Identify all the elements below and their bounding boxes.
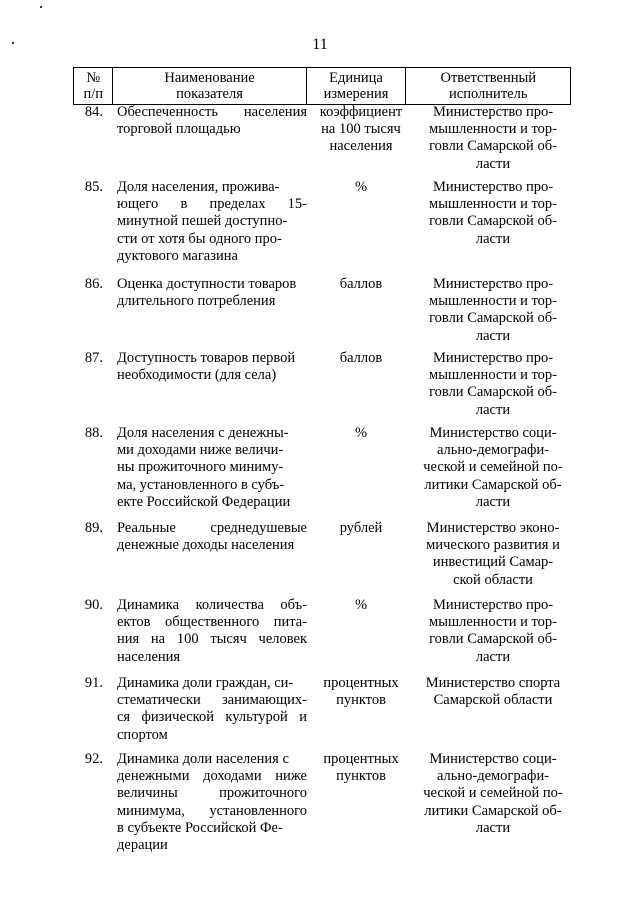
responsible-executor: Министерство про- мышленности и тор- говли Самарской об- ласти [429, 597, 557, 665]
indicator-name: Динамика количества объ- ектов общественного пита- ния на 100 тысяч человек населения [117, 597, 307, 665]
indicator-name: Реальные среднедушевые денежные доходы населения [117, 520, 307, 554]
responsible-executor: Министерство про- мышленности и тор- говли Самарской об- ласти [429, 179, 557, 247]
header-unit: Единица измерения [306, 68, 406, 105]
measurement-unit: рублей [339, 520, 383, 536]
responsible-executor: Министерство спорта Самарской области [425, 675, 561, 709]
responsible-executor: Министерство соци- ально-демографи- ческой и семейной по- литики Самарской об- ласти [423, 751, 563, 836]
header-num: № п/п [74, 68, 113, 105]
indicator-name: Доля населения с денежны- ми доходами ниже величи- ны прожиточного миниму- ма, установленного в субъ- екте Российской Федерации [117, 425, 291, 510]
measurement-unit: % [354, 425, 368, 441]
responsible-executor: Министерство про- мышленности и тор- говли Самарской об- ласти [429, 276, 557, 344]
scan-artifact [40, 6, 42, 8]
row-number: 92. [84, 751, 103, 767]
responsible-executor: Министерство соци- ально-демографи- ческой и семейной по- литики Самарской об- ласти [423, 425, 563, 510]
header-name: Наименование показателя [113, 68, 306, 105]
indicator-name: Оценка доступности товаров длительного потребления [117, 276, 297, 310]
measurement-unit: коэффициент на 100 тысяч населения [319, 104, 403, 155]
row-number: 89. [84, 520, 103, 536]
indicator-name: Доля населения, прожива- ющего в пределах 15- минутной пешей доступно- сти от хотя бы одного про- дуктового магазина [117, 179, 307, 264]
responsible-executor: Министерство про- мышленности и тор- говли Самарской об- ласти [429, 104, 557, 172]
measurement-unit: процентных пунктов [323, 751, 399, 785]
row-number: 84. [84, 104, 103, 120]
indicator-name: Доступность товаров первой необходимости (для села) [117, 350, 296, 384]
responsible-executor: Министерство про- мышленности и тор- говли Самарской об- ласти [429, 350, 557, 418]
measurement-unit: % [354, 597, 368, 613]
responsible-executor: Министерство эконо- мического развития и инвестиций Самар- ской области [426, 520, 560, 588]
table-header [73, 67, 571, 105]
header-executor: Ответственный исполнитель [406, 68, 571, 105]
row-number: 91. [84, 675, 103, 691]
row-number: 85. [84, 179, 103, 195]
indicator-name: Динамика доли граждан, си- стематически занимающих- ся физической культурой и спортом [117, 675, 307, 743]
indicator-name: Обеспеченность населения торговой площадью [117, 104, 307, 138]
row-number: 86. [84, 276, 103, 292]
row-number: 87. [84, 350, 103, 366]
measurement-unit: баллов [339, 350, 383, 366]
page-number: 11 [312, 36, 328, 53]
measurement-unit: баллов [339, 276, 383, 292]
row-number: 90. [84, 597, 103, 613]
measurement-unit: процентных пунктов [323, 675, 399, 709]
indicator-name: Динамика доли населения с денежными доходами ниже величины прожиточного минимума, установленного в субъекте Российской Фе- дерации [117, 751, 307, 854]
measurement-unit: % [354, 179, 368, 195]
row-number: 88. [84, 425, 103, 441]
